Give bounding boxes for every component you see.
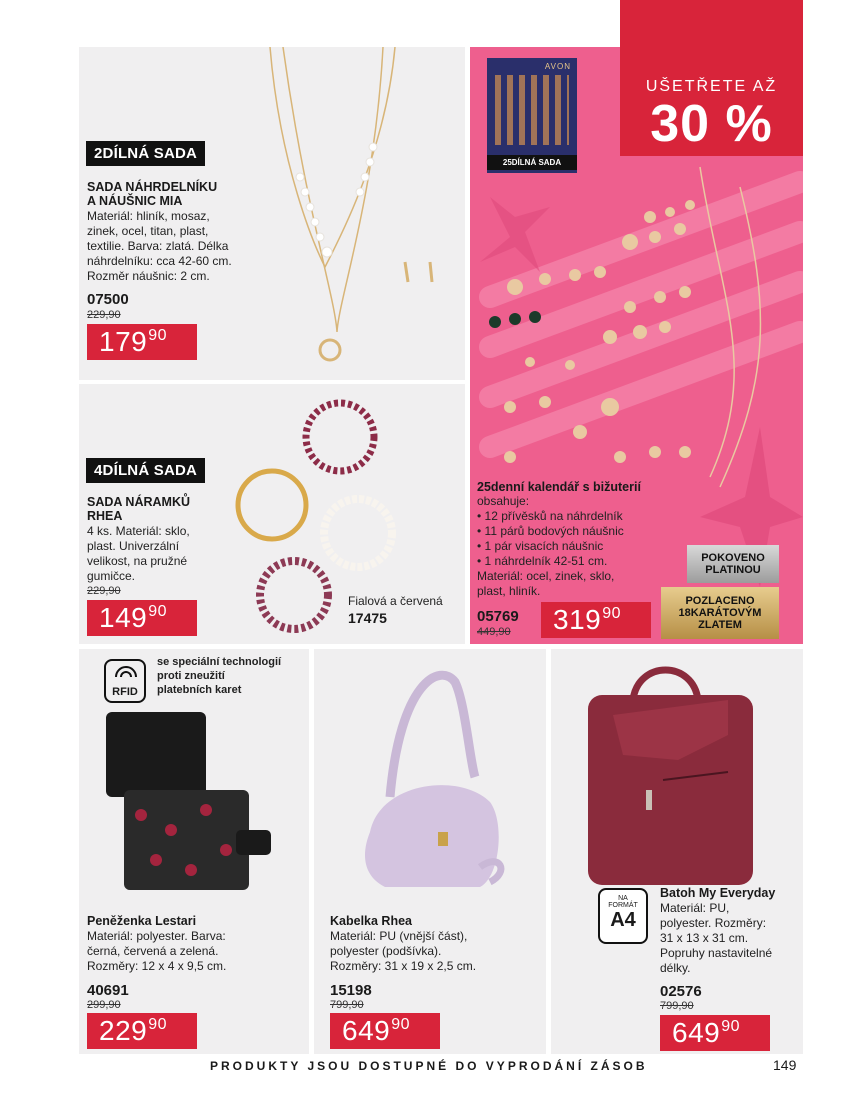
- desc-line: zinek, ocel, titan, plast,: [87, 224, 209, 238]
- badge-line: ZLATEM: [698, 619, 742, 631]
- calendar-box-label: 25DÍLNÁ SADA: [487, 155, 577, 170]
- desc-line: plast, hliník.: [477, 584, 541, 598]
- handbag-price: [330, 1013, 440, 1049]
- bracelet-set-desc: [87, 524, 190, 584]
- desc-line: 31 x 13 x 31 cm.: [660, 931, 749, 945]
- wallet-old-price: 299,90: [87, 999, 121, 1011]
- rfid-label: RFID: [112, 686, 138, 698]
- backpack-price: [660, 1015, 770, 1051]
- backpack-title: Batoh My Everyday: [660, 886, 776, 900]
- price-main: 149: [99, 602, 148, 633]
- desc-line: délky.: [660, 961, 691, 975]
- calendar-windows: [495, 75, 569, 145]
- desc-line: gumičce.: [87, 569, 136, 583]
- calendar-price: [541, 602, 651, 638]
- handbag-title: Kabelka Rhea: [330, 914, 412, 928]
- desc-line: se speciální technologií: [157, 656, 282, 668]
- price-decimal: 90: [721, 1018, 741, 1035]
- desc-line: platebních karet: [157, 684, 242, 696]
- desc-line: proti zneužití: [157, 670, 225, 682]
- desc-line: textilie. Barva: zlatá. Délka: [87, 239, 229, 253]
- necklace-set-tag: 2DÍLNÁ SADA: [86, 141, 205, 166]
- desc-line: • 1 pár visacích náušnic: [477, 539, 604, 553]
- desc-line: Materiál: PU (vnější část),: [330, 929, 468, 943]
- necklace-set-code: 07500: [87, 291, 129, 308]
- wallet-title: Peněženka Lestari: [87, 914, 197, 928]
- backpack-image: [578, 660, 768, 890]
- price-decimal: 90: [148, 603, 168, 620]
- savings-badge: [620, 0, 803, 156]
- rfid-icon: [104, 659, 146, 703]
- necklace-title-line1: SADA NÁHRDELNÍKU: [87, 180, 218, 194]
- backpack-code: 02576: [660, 983, 702, 1000]
- desc-line: Materiál: polyester. Barva:: [87, 929, 226, 943]
- bracelet-set-code: 17475: [348, 610, 387, 626]
- price-decimal: 90: [148, 1016, 168, 1033]
- desc-line: • 11 párů bodových náušnic: [477, 524, 624, 538]
- decorative-star: [480, 197, 550, 272]
- desc-line: • 12 přívěsků na náhrdelník: [477, 509, 623, 523]
- desc-line: černá, červená a zelená.: [87, 944, 219, 958]
- desc-line: Rozměr náušnic: 2 cm.: [87, 269, 210, 283]
- desc-line: 4 ks. Materiál: sklo,: [87, 524, 190, 538]
- a4-format-icon: [598, 888, 648, 944]
- badge-line: POZLACENO: [685, 595, 755, 607]
- bracelet-title-line2: RHEA: [87, 509, 123, 523]
- badge-line: 18KARÁTOVÝM: [678, 607, 762, 619]
- desc-line: polyester. Rozměry:: [660, 916, 767, 930]
- calendar-code: 05769: [477, 608, 519, 625]
- calendar-title: 25denní kalendář s bižuterií: [477, 480, 641, 494]
- necklace-set-price: [87, 324, 197, 360]
- calendar-desc: [477, 494, 624, 599]
- price-main: 319: [553, 604, 602, 635]
- price-decimal: 90: [602, 605, 622, 622]
- desc-line: Materiál: hliník, mosaz,: [87, 209, 210, 223]
- handbag-code: 15198: [330, 982, 372, 999]
- desc-line: velikost, na pružné: [87, 554, 188, 568]
- necklace-set-old-price: 229,90: [87, 309, 121, 321]
- savings-label: UŠETŘETE AŽ: [645, 78, 778, 95]
- backpack-desc: [660, 901, 772, 976]
- format-small-line: FORMÁT: [608, 902, 638, 909]
- price-main: 649: [672, 1017, 721, 1048]
- platinum-badge: [687, 545, 779, 583]
- wallet-desc: [87, 929, 226, 974]
- format-small-line: NA: [618, 895, 628, 902]
- bracelet-title-line1: SADA NÁRAMKŮ: [87, 495, 191, 509]
- handbag-image: [340, 662, 520, 902]
- page-number: 149: [773, 1057, 797, 1073]
- format-big: A4: [610, 909, 636, 931]
- calendar-old-price: 449,90: [477, 626, 511, 638]
- badge-line: POKOVENO: [701, 552, 765, 564]
- price-main: 179: [99, 326, 148, 357]
- wallet-image: [96, 700, 276, 900]
- bracelet-set-title: [87, 495, 190, 523]
- badge-line: PLATINOU: [705, 564, 761, 576]
- calendar-brand: AVON: [544, 62, 571, 71]
- price-main: 649: [342, 1015, 391, 1046]
- desc-line: Popruhy nastavitelné: [660, 946, 773, 960]
- desc-line: Materiál: PU,: [660, 901, 730, 915]
- necklace-set-desc: [87, 209, 232, 284]
- footer-note: PRODUKTY JSOU DOSTUPNÉ DO VYPRODÁNÍ ZÁSOB: [210, 1059, 648, 1073]
- necklace-title-line2: A NÁUŠNIC MIA: [87, 194, 183, 208]
- handbag-old-price: 799,90: [330, 999, 364, 1011]
- desc-line: obsahuje:: [477, 494, 530, 508]
- price-decimal: 90: [391, 1016, 411, 1033]
- desc-line: • 1 náhrdelník 42-51 cm.: [477, 554, 608, 568]
- bracelet-set-old-price: 229,90: [87, 585, 121, 597]
- desc-line: polyester (podšívka).: [330, 944, 442, 958]
- necklace-set-title: [87, 180, 217, 208]
- savings-percent: 30 %: [650, 95, 773, 153]
- necklace-image: [255, 47, 455, 377]
- gold-badge: [661, 587, 779, 639]
- desc-line: náhrdelníku: cca 42-60 cm.: [87, 254, 232, 268]
- handbag-desc: [330, 929, 476, 974]
- rfid-note: [157, 655, 281, 697]
- desc-line: Materiál: ocel, zinek, sklo,: [477, 569, 615, 583]
- wallet-code: 40691: [87, 982, 129, 999]
- desc-line: Rozměry: 31 x 19 x 2,5 cm.: [330, 959, 477, 973]
- wallet-price: [87, 1013, 197, 1049]
- wifi-waves-icon: [108, 663, 144, 683]
- desc-line: plast. Univerzální: [87, 539, 180, 553]
- backpack-old-price: 799,90: [660, 1000, 694, 1012]
- bracelet-set-tag: 4DÍLNÁ SADA: [86, 458, 205, 483]
- desc-line: Rozměry: 12 x 4 x 9,5 cm.: [87, 959, 227, 973]
- price-decimal: 90: [148, 327, 168, 344]
- bracelet-set-price: [87, 600, 197, 636]
- bracelet-variant: Fialová a červená: [348, 594, 443, 608]
- price-main: 229: [99, 1015, 148, 1046]
